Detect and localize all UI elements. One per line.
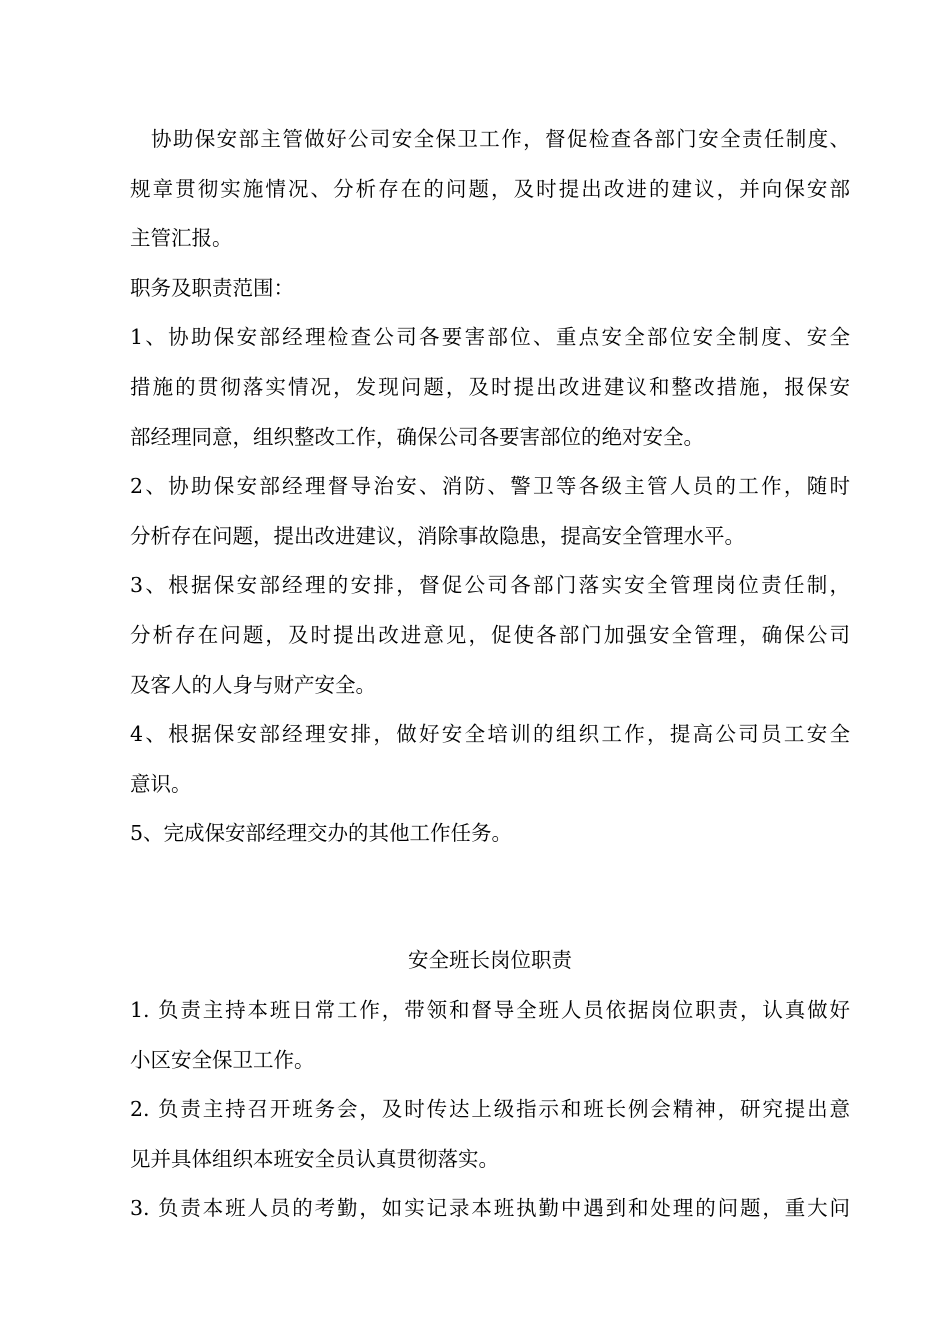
intro-paragraph [130, 115, 850, 264]
intro-line: 规章贯彻实施情况、分析存在的问题，及时提出改进的建议，并向保安部 [130, 176, 850, 201]
duty-line: 及客人的人身与财产安全。 [130, 672, 376, 697]
duty-item-3 [130, 561, 850, 710]
duty-line: 3、根据保安部经理的安排，督促公司各部门落实安全管理岗位责任制， [130, 573, 850, 598]
duties-heading-text: 职务及职责范围： [130, 275, 294, 300]
squad-leader-duties [130, 986, 850, 1234]
duty-item-2 [130, 462, 850, 561]
document-page [130, 115, 850, 859]
leader-item-2 [130, 1085, 850, 1184]
leader-line: 2. 负责主持召开班务会，及时传达上级指示和班长例会精神，研究提出意 [130, 1097, 850, 1122]
duty-line: 4、根据保安部经理安排，做好安全培训的组织工作，提高公司员工安全 [130, 722, 850, 747]
duty-line: 分析存在问题，提出改进建议，消除事故隐患，提高安全管理水平。 [130, 523, 745, 548]
section-title: 安全班长岗位职责 [408, 948, 572, 972]
duties-heading [130, 264, 850, 314]
duty-line: 部经理同意，组织整改工作，确保公司各要害部位的绝对安全。 [130, 424, 704, 449]
leader-line: 小区安全保卫工作。 [130, 1047, 315, 1072]
leader-item-3 [130, 1184, 850, 1234]
duty-line: 1、协助保安部经理检查公司各要害部位、重点安全部位安全制度、安全 [130, 325, 850, 350]
intro-line: 主管汇报。 [130, 226, 233, 251]
duty-line: 措施的贯彻落实情况，发现问题，及时提出改进建议和整改措施，报保安 [130, 374, 850, 399]
duty-line: 分析存在问题，及时提出改进意见，促使各部门加强安全管理，确保公司 [130, 622, 850, 647]
duty-item-4 [130, 710, 850, 809]
duty-item-1 [130, 313, 850, 462]
leader-line: 见并具体组织本班安全员认真贯彻落实。 [130, 1146, 499, 1171]
leader-line: 1. 负责主持本班日常工作，带领和督导全班人员依据岗位职责，认真做好 [130, 998, 850, 1022]
duty-line: 2、协助保安部经理督导治安、消防、警卫等各级主管人员的工作，随时 [130, 474, 850, 499]
intro-line: 协助保安部主管做好公司安全保卫工作，督促检查各部门安全责任制度、 [151, 127, 850, 151]
duty-line: 意识。 [130, 771, 192, 796]
leader-item-1 [130, 986, 850, 1085]
duty-item-5 [130, 809, 850, 859]
duty-line: 5、完成保安部经理交办的其他工作任务。 [130, 821, 513, 846]
leader-line: 3. 负责本班人员的考勤，如实记录本班执勤中遇到和处理的问题，重大问 [130, 1196, 850, 1221]
